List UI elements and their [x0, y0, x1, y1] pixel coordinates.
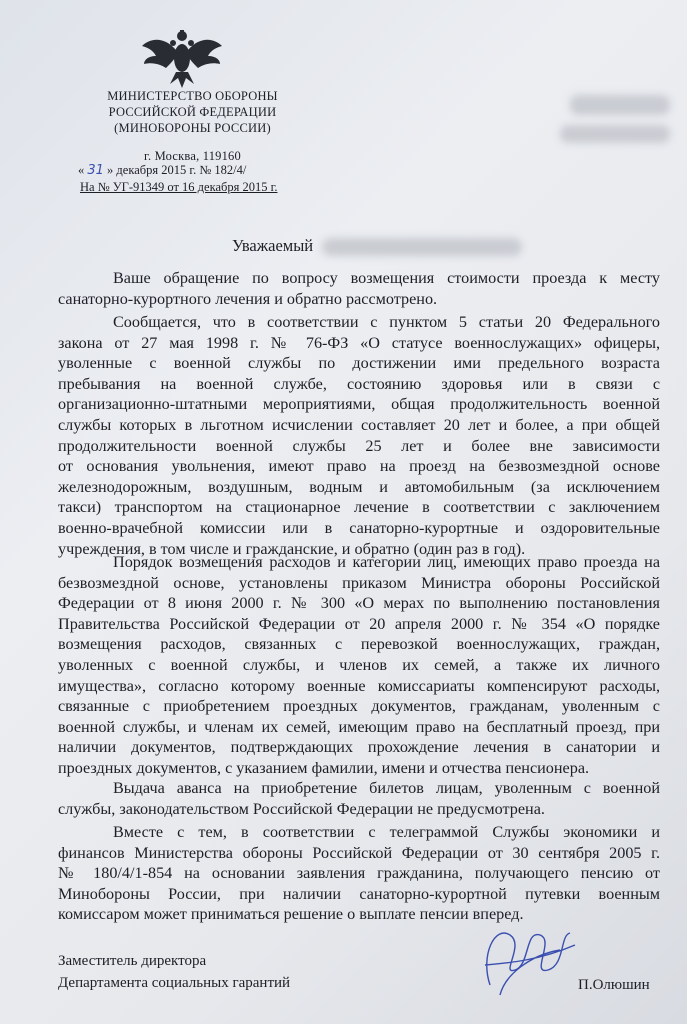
handwritten-day: 31 [87, 163, 104, 178]
date-rest: » декабря 2015 г. № 182/4/ [107, 163, 247, 177]
redacted-recipient [570, 95, 670, 115]
paragraph-line: от основания увольнения, имеют право на проезд на безвозмездной основе [58, 457, 660, 476]
paragraph-line: Вместе с тем, в соответствии с телеграммой Службы экономики и [113, 823, 660, 841]
paragraph-line: комиссаром может приниматься решение о выплате пенсии вперед. [58, 905, 524, 924]
signatory-department: Департамента социальных гарантий [58, 975, 291, 991]
paragraph-line: Минобороны России, при наличии санаторно-курортной путевки военным [58, 884, 660, 903]
paragraph-line: безвозмездной основе, установлены приказом Министра обороны Российской [58, 573, 660, 592]
paragraph-line: Ваше обращение по вопросу возмещения стоимости проезда к месту [113, 269, 660, 287]
reference-number: На № УГ-91349 от 16 декабря 2015 г. [80, 180, 278, 194]
paragraph-line: учреждения, в том числе и гражданские, и обратно (один раз в год). [58, 539, 526, 558]
paragraph-line: имущества», согласно которому военные комиссариаты компенсируют расходы, [58, 676, 660, 695]
paragraph-line: возмещения расходов, связанных с перевозкой военнослужащих, граждан, [58, 635, 660, 654]
signatory-name: П.Олюшин [578, 977, 650, 993]
paragraph-line: Правительства Российской Федерации от 20 апреля 2000 г. № 354 «О порядке [58, 614, 660, 633]
paragraph-line: санаторно-курортного лечения и обратно рассмотрено. [58, 289, 438, 308]
ministry-name [60, 88, 325, 136]
ministry-line: (МИНОБОРОНЫ РОССИИ) [114, 121, 271, 135]
paragraph-line: военно-врачебной комиссии или в санаторно-курортные и оздоровительные [58, 519, 660, 537]
paragraph-line: службы которых в льготном исчислении составляет 20 лет и более, а при общей [58, 416, 660, 434]
paragraph-line: железнодорожным, воздушным, водным и автомобильным (за исключением [58, 477, 660, 496]
paragraph-line: финансов Министерства обороны Российской Федерации от 30 сентября 2005 г. [58, 843, 660, 862]
paragraph-line: военной службы, и членам их семей, имеющим право на бесплатный проезд, при [58, 717, 660, 736]
paragraph-line: наличии документов, подтверждающих прохождение лечения в санатории и [58, 738, 660, 757]
paragraph-line: закона от 27 мая 1998 г. № 76-ФЗ «О статусе военнослужащих» офицеры, [58, 333, 660, 352]
paragraph-line: Выдача аванса на приобретение билетов лицам, уволенным с военной [113, 779, 660, 797]
paragraph-line: службы, законодательством Российской Федерации не предусмотрена. [58, 799, 545, 818]
paragraph-line: организационно-штатными мероприятиями, общая продолжительность военной [58, 395, 660, 414]
paragraph-line: Сообщается, что в соответствии с пунктом 5 статьи 20 Федерального [113, 313, 660, 331]
double-headed-eagle-emblem [140, 28, 224, 90]
address: г. Москва, 119160 [144, 149, 241, 163]
paragraph-line: Порядок возмещения расходов и категории лиц, имеющих право проезда на [113, 553, 660, 571]
paragraph-line: такси) транспортом на стационарное лечение в соответствии с заключением [58, 498, 660, 517]
paragraph-line: № 180/4/1-854 на основании заявления гражданина, получающего пенсию от [58, 864, 660, 883]
date-quote: « [78, 163, 85, 177]
paragraph-line: уволенных с военной службы, и членов их семей, а также их личного [58, 656, 660, 674]
handwritten-signature [470, 915, 580, 1005]
redacted-recipient [560, 125, 670, 143]
signatory-position: Заместитель директора [58, 953, 207, 969]
redacted-name [322, 238, 522, 256]
paragraph-line: связанные с приобретением проездных документов, гражданам, уволенным с [58, 697, 660, 716]
outgoing-number [78, 163, 246, 178]
paragraph-line: Федерации от 8 июня 2000 г. № 300 «О мерах по выполнению постановления [58, 594, 660, 613]
paragraph-line: пребывания на военной службе, состоянию здоровья или в связи с [58, 374, 660, 393]
paragraph-line: уволенные с военной службы по достижении ими предельного возраста [58, 354, 660, 373]
paragraph-line: проездных документов, с указанием фамилии, имени и отчества пенсионера. [58, 759, 590, 777]
salutation: Уважаемый [232, 236, 314, 255]
ministry-line: РОССИЙСКОЙ ФЕДЕРАЦИИ [108, 105, 277, 119]
ministry-line: МИНИСТЕРСТВО ОБОРОНЫ [107, 89, 278, 103]
paragraph-line: продолжительности военной службы 25 лет и более вне зависимости [58, 436, 660, 455]
